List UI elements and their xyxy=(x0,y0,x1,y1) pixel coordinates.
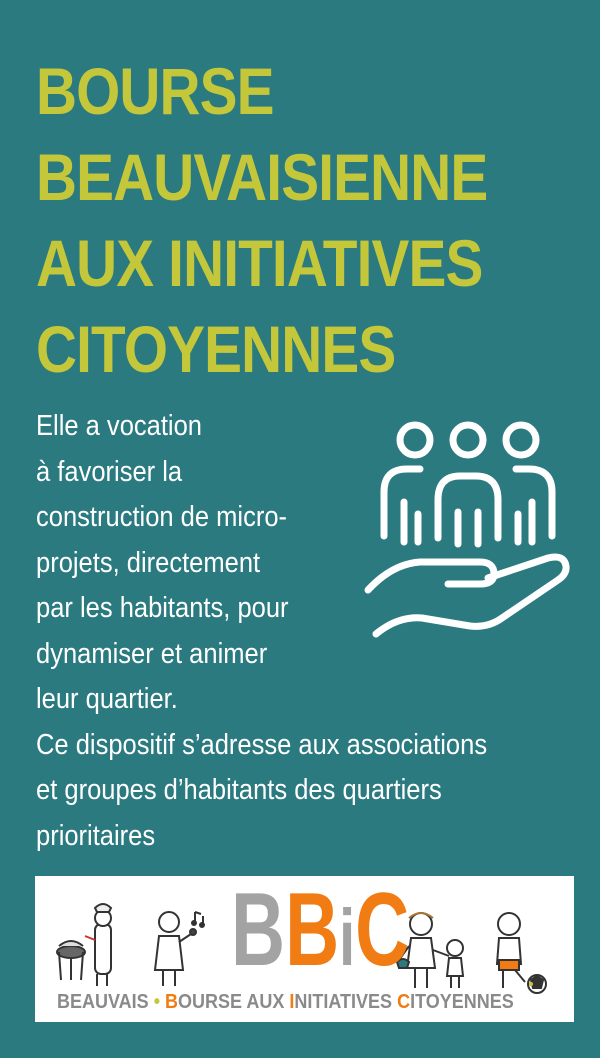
tagline-initial: C xyxy=(397,991,411,1013)
description-line: prioritaires xyxy=(36,819,156,852)
title-line: BEAUVAISIENNE xyxy=(36,140,488,214)
people-in-hand-icon xyxy=(362,414,574,644)
description-line: leur quartier. xyxy=(36,683,178,715)
tagline-initial: B xyxy=(165,991,179,1013)
singer-doodle xyxy=(149,906,213,990)
description-line: par les habitants, pour xyxy=(36,592,289,624)
description-line: dynamiser et animer xyxy=(36,637,268,670)
logo-letter: i xyxy=(339,893,356,982)
description-line: construction de micro- xyxy=(36,501,288,533)
tagline-word: ITOYENNES xyxy=(410,991,514,1013)
logo-tagline xyxy=(57,990,514,1014)
football-player-doodle xyxy=(487,910,567,994)
description-line: Ce dispositif s’adresse aux associations xyxy=(36,728,488,761)
title-line: AUX INITIATIVES xyxy=(36,226,483,300)
description-line: Elle a vocation xyxy=(36,410,202,442)
page-title xyxy=(36,48,500,392)
logo-letter: B xyxy=(231,872,286,988)
logo-letter: C xyxy=(355,872,410,988)
tagline-word: OURSE AUX xyxy=(178,991,290,1013)
description-line: projets, directement xyxy=(36,546,261,579)
chef-barbecue-doodle xyxy=(51,900,115,990)
description-line: et groupes d’habitants des quartiers xyxy=(36,774,442,806)
tagline-city: BEAUVAIS xyxy=(57,991,149,1013)
tagline-initial: I xyxy=(289,991,295,1013)
bbic-logo-banner xyxy=(35,872,574,1022)
title-line: BOURSE xyxy=(36,54,274,128)
title-line: CITOYENNES xyxy=(36,312,396,386)
bbic-logo xyxy=(231,872,410,988)
logo-letter: B xyxy=(285,872,340,988)
description-line: à favoriser la xyxy=(36,455,183,488)
tagline-separator: • xyxy=(153,991,161,1013)
tagline-word: NITIATIVES xyxy=(294,991,398,1013)
